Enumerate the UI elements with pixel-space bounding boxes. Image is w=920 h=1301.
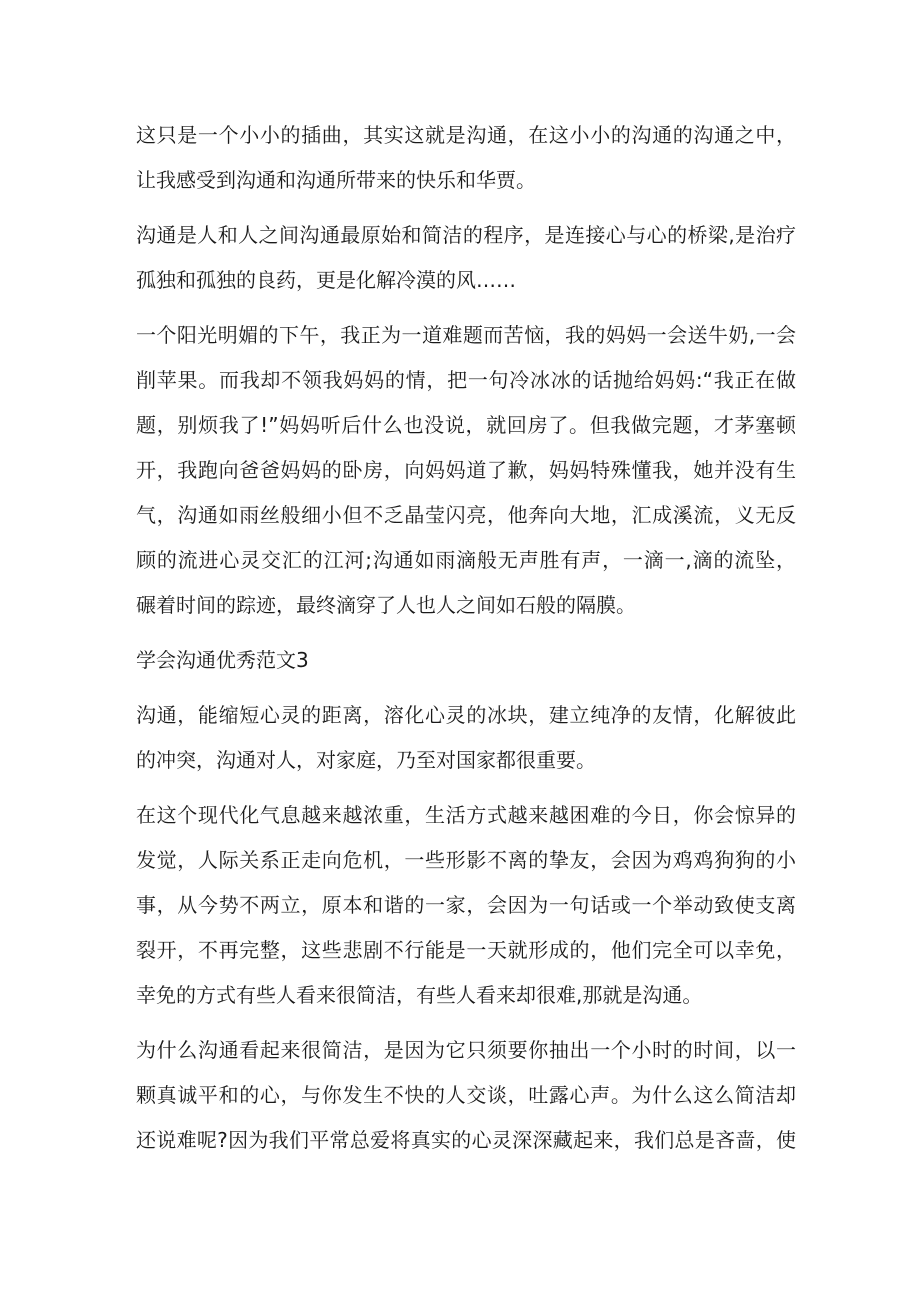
paragraph: [136, 113, 796, 203]
text-line: 还说难呢?因为我们平常总爱将真实的心灵深深藏起来，我们总是吝啬，使: [136, 1128, 796, 1152]
text-line: 在这个现代化气息越来越浓重，生活方式越来越困难的今日，你会惊异的: [136, 803, 796, 827]
text-line: 幸免的方式有些人看来很简洁，有些人看来却很难,那就是沟通。: [136, 983, 703, 1007]
text-line: 削苹果。而我却不领我妈妈的情，把一句冷冰冰的话抛给妈妈:“我正在做: [136, 368, 796, 392]
document-body: [136, 113, 796, 1173]
paragraph: [136, 313, 796, 628]
text-line: 颗真诚平和的心，与你发生不快的人交谈，吐露心声。为什么这么简洁却: [136, 1083, 796, 1107]
text-line: 事，从今势不两立，原本和谐的一家，会因为一句话或一个举动致使支离: [136, 893, 796, 917]
text-line: 孤独和孤独的良药，更是化解冷漠的风……: [136, 268, 516, 292]
paragraph: [136, 793, 796, 1018]
paragraph: [136, 693, 796, 783]
text-line: 发觉，人际关系正走向危机，一些形影不离的挚友，会因为鸡鸡狗狗的小: [136, 848, 796, 872]
text-line: 一个阳光明媚的下午，我正为一道难题而苦恼，我的妈妈一会送牛奶,一会: [136, 323, 796, 347]
text-line: 裂开，不再完整，这些悲剧不行能是一天就形成的，他们完全可以幸免，: [136, 938, 796, 962]
text-line: 气，沟通如雨丝般细小但不乏晶莹闪亮，他奔向大地，汇成溪流，义无反: [136, 503, 796, 527]
section-heading: 学会沟通优秀范文3: [136, 648, 309, 672]
text-line: 为什么沟通看起来很简洁，是因为它只须要你抽出一个小时的时间，以一: [136, 1038, 796, 1062]
text-line: 碾着时间的踪迹，最终滴穿了人也人之间如石般的隔膜。: [136, 593, 636, 617]
text-line: 这只是一个小小的插曲，其实这就是沟通，在这小小的沟通的沟通之中，: [136, 123, 796, 147]
text-line: 题，别烦我了!”妈妈听后什么也没说，就回房了。但我做完题，才茅塞顿: [136, 413, 796, 437]
text-line: 让我感受到沟通和沟通所带来的快乐和华贾。: [136, 168, 536, 192]
text-line: 开，我跑向爸爸妈妈的卧房，向妈妈道了歉，妈妈特殊懂我，她并没有生: [136, 458, 796, 482]
paragraph: [136, 213, 796, 303]
text-line: 沟通是人和人之间沟通最原始和简洁的程序，是连接心与心的桥梁,是治疗: [136, 223, 796, 247]
text-line: 的冲突，沟通对人，对家庭，乃至对国家都很重要。: [136, 748, 596, 772]
paragraph: [136, 1028, 796, 1163]
text-line: 顾的流进心灵交汇的江河;沟通如雨滴般无声胜有声，一滴一,滴的流坠，: [136, 548, 796, 572]
text-line: 沟通，能缩短心灵的距离，溶化心灵的冰块，建立纯净的友情，化解彼此: [136, 703, 796, 727]
